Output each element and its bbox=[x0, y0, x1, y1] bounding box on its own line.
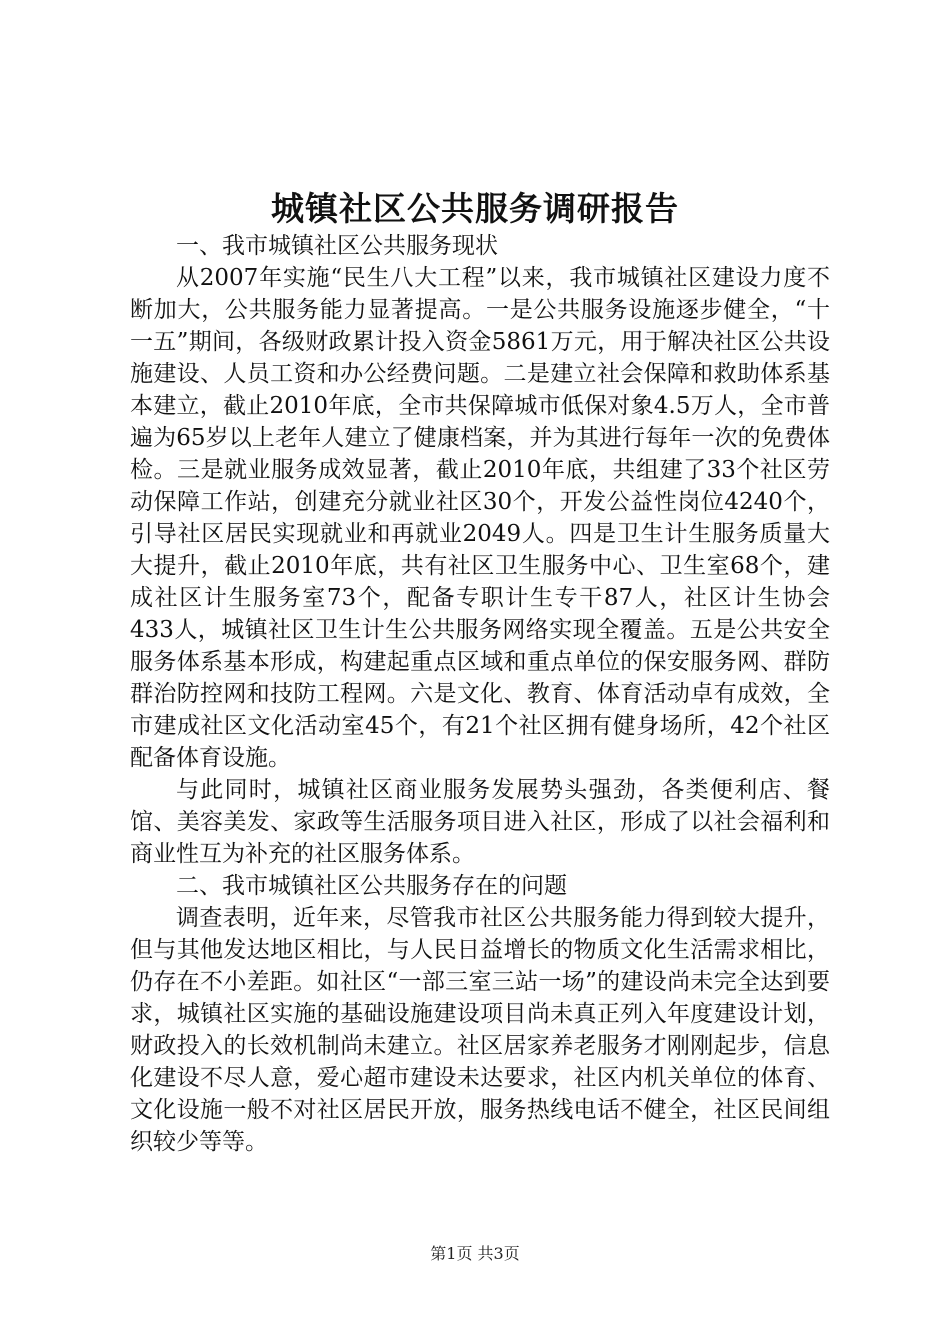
paragraph-problems: 调查表明，近年来，尽管我市社区公共服务能力得到较大提升，但与其他发达地区相比，与人民日益增长的物质文化生活需求相比，仍存在不小差距。如社区“一部三室三站一场”的建设尚未完全达到要求，城镇社区实施的基础设施建设项目尚未真正列入年度建设计划，财政投入的长效机制尚未建立。社区居家养老服务才刚刚起步，信息化建设不尽人意，爱心超市建设未达要求，社区内机关单位的体育、文化设施一般不对社区居民开放，服务热线电话不健全，社区民间组织较少等等。 bbox=[130, 905, 830, 1155]
section-heading-2: 二、我市城镇社区公共服务存在的问题 bbox=[176, 873, 567, 899]
paragraph-current-status: 从2007年实施“民生八大工程”以来，我市城镇社区建设力度不断加大，公共服务能力显著提高。一是公共服务设施逐步健全，“十一五”期间，各级财政累计投入资金5861万元，用于解决社区公共设施建设、人员工资和办公经费问题。二是建立社会保障和救助体系基本建立，截止2010年底，全市共保障城市低保对象4.5万人，全市普遍为65岁以上老年人建立了健康档案，并为其进行每年一次的免费体检。三是就业服务成效显著，截止2010年底，共组建了33个社区劳动保障工作站，创建充分就业社区30个，开发公益性岗位4240个，引导社区居民实现就业和再就业2049人。四是卫生计生服务质量大大提升，截止2010年底，共有社区卫生服务中心、卫生室68个，建成社区计生服务室73个，配备专职计生专干87人，社区计生协会433人，城镇社区卫生计生公共服务网络实现全覆盖。五是公共安全服务体系基本形成，构建起重点区域和重点单位的保安服务网、群防群治防控网和技防工程网。六是文化、教育、体育活动卓有成效，全市建成社区文化活动室45个，有21个社区拥有健身场所，42个社区配备体育设施。 bbox=[130, 265, 830, 771]
document-body bbox=[130, 230, 830, 1158]
document-title: 城镇社区公共服务调研报告 bbox=[271, 189, 679, 228]
paragraph-commercial-services: 与此同时，城镇社区商业服务发展势头强劲，各类便利店、餐馆、美容美发、家政等生活服务项目进入社区，形成了以社会福利和商业性互为补充的社区服务体系。 bbox=[130, 777, 830, 867]
section-heading-1: 一、我市城镇社区公共服务现状 bbox=[176, 233, 498, 259]
page-footer: 第1页 共3页 bbox=[430, 1244, 520, 1263]
